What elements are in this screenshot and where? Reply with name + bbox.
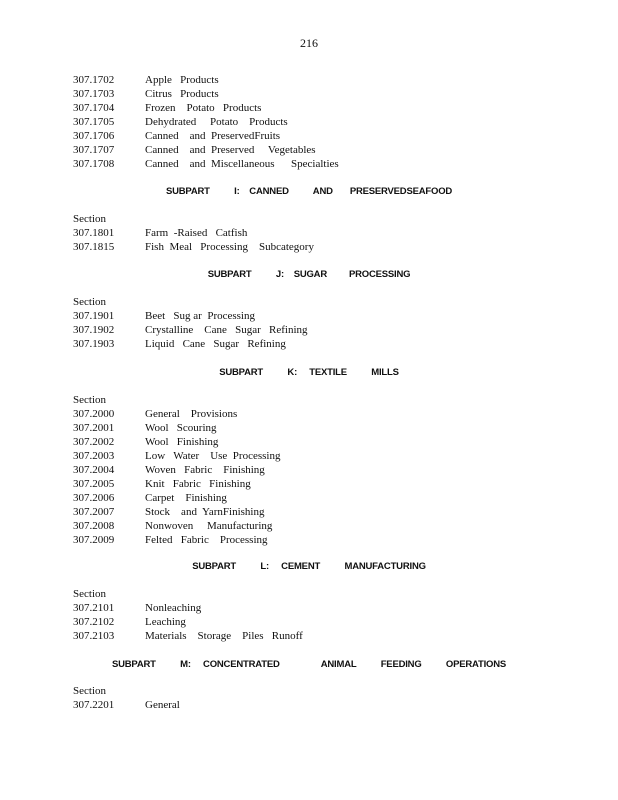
section-row: [73, 407, 573, 421]
section-title: Nonwoven Manufacturing: [145, 520, 273, 532]
section-title: Nonleaching: [145, 602, 202, 614]
section-title: General Provisions: [145, 408, 238, 420]
subpart-m-heading: SUBPART M: CONCENTRATED ANIMAL FEEDING OPERATIONS: [111, 659, 507, 670]
section-number: 307.2004: [73, 464, 115, 476]
section-number: 307.2005: [73, 478, 115, 490]
section-row: [73, 73, 573, 87]
section-title: Leaching: [145, 616, 186, 628]
section-list-subpart-m: [73, 684, 573, 712]
section-row: [73, 491, 573, 505]
section-title: Stock and YarnFinishing: [145, 506, 265, 518]
section-title: Carpet Finishing: [145, 492, 227, 504]
section-number: 307.1708: [73, 158, 115, 170]
section-title: Dehydrated Potato Products: [145, 116, 288, 128]
section-number: 307.1707: [73, 144, 115, 156]
subpart-l-heading: SUBPART L: CEMENT MANUFACTURING: [192, 561, 426, 572]
section-row: [73, 449, 573, 463]
section-title: Wool Scouring: [145, 422, 217, 434]
section-number: 307.2201: [73, 699, 115, 711]
page-number: 216: [300, 36, 318, 50]
section-row: [73, 226, 573, 240]
section-number: 307.1706: [73, 130, 115, 142]
section-number: 307.2007: [73, 506, 115, 518]
section-label: Section: [73, 213, 106, 225]
section-number: 307.1815: [73, 241, 115, 253]
section-row: [73, 143, 573, 157]
section-row: [73, 157, 573, 171]
section-row: [73, 477, 573, 491]
section-number: 307.1704: [73, 102, 115, 114]
section-title: Canned and Miscellaneous Specialties: [145, 158, 339, 170]
section-number: 307.2001: [73, 422, 115, 434]
section-number: 307.2002: [73, 436, 115, 448]
section-label: Section: [73, 588, 106, 600]
section-row: [73, 115, 573, 129]
section-number: 307.1901: [73, 310, 115, 322]
section-list-subpart-i: [73, 212, 573, 254]
section-label: Section: [73, 394, 106, 406]
section-title: Crystalline Cane Sugar Refining: [145, 324, 308, 336]
section-list-subpart-j: [73, 295, 573, 351]
section-row: [73, 629, 573, 643]
section-number: 307.2000: [73, 408, 115, 420]
section-title: Canned and PreservedFruits: [145, 130, 281, 142]
section-number: 307.1705: [73, 116, 115, 128]
section-label: Section: [73, 296, 106, 308]
section-number: 307.1903: [73, 338, 115, 350]
section-row: [73, 463, 573, 477]
section-title: Woven Fabric Finishing: [145, 464, 265, 476]
section-title: Wool Finishing: [145, 436, 219, 448]
section-number: 307.2008: [73, 520, 115, 532]
section-label: Section: [73, 685, 106, 697]
section-number: 307.1703: [73, 88, 115, 100]
section-title: Knit Fabric Finishing: [145, 478, 251, 490]
section-row: [73, 519, 573, 533]
section-title: Apple Products: [145, 74, 219, 86]
section-number: 307.1902: [73, 324, 115, 336]
section-title: Frozen Potato Products: [145, 102, 262, 114]
section-title: Farm -Raised Catfish: [145, 227, 248, 239]
section-row: [73, 87, 573, 101]
section-row: [73, 240, 573, 254]
section-number: 307.2103: [73, 630, 115, 642]
section-title: Canned and Preserved Vegetables: [145, 144, 316, 156]
section-number: 307.2006: [73, 492, 115, 504]
subpart-k-heading: SUBPART K: TEXTILE MILLS: [219, 367, 399, 378]
section-row: [73, 309, 573, 323]
section-row: [73, 698, 573, 712]
section-title: Beet Sug ar Processing: [145, 310, 255, 322]
section-row: [73, 601, 573, 615]
section-title: General: [145, 699, 180, 711]
section-title: Liquid Cane Sugar Refining: [145, 338, 286, 350]
section-row: [73, 615, 573, 629]
section-list-subpart-k: [73, 393, 573, 547]
section-title: Low Water Use Processing: [145, 450, 281, 462]
section-title: Citrus Products: [145, 88, 219, 100]
section-number: 307.2102: [73, 616, 115, 628]
section-row: [73, 505, 573, 519]
section-list-subpart-l: [73, 587, 573, 643]
section-title: Fish Meal Processing Subcategory: [145, 241, 314, 253]
section-number: 307.2009: [73, 534, 115, 546]
section-number: 307.1702: [73, 74, 115, 86]
section-list-subpart-h: [73, 73, 573, 171]
section-number: 307.2003: [73, 450, 115, 462]
section-row: [73, 101, 573, 115]
section-row: [73, 421, 573, 435]
section-row: [73, 337, 573, 351]
section-number: 307.1801: [73, 227, 115, 239]
section-row: [73, 435, 573, 449]
section-row: [73, 129, 573, 143]
section-number: 307.2101: [73, 602, 115, 614]
subpart-j-heading: SUBPART J: SUGAR PROCESSING: [207, 269, 411, 280]
section-row: [73, 323, 573, 337]
subpart-i-heading: SUBPART I: CANNED AND PRESERVEDSEAFOOD: [165, 186, 453, 197]
section-row: [73, 533, 573, 547]
section-title: Materials Storage Piles Runoff: [145, 630, 303, 642]
section-title: Felted Fabric Processing: [145, 534, 268, 546]
